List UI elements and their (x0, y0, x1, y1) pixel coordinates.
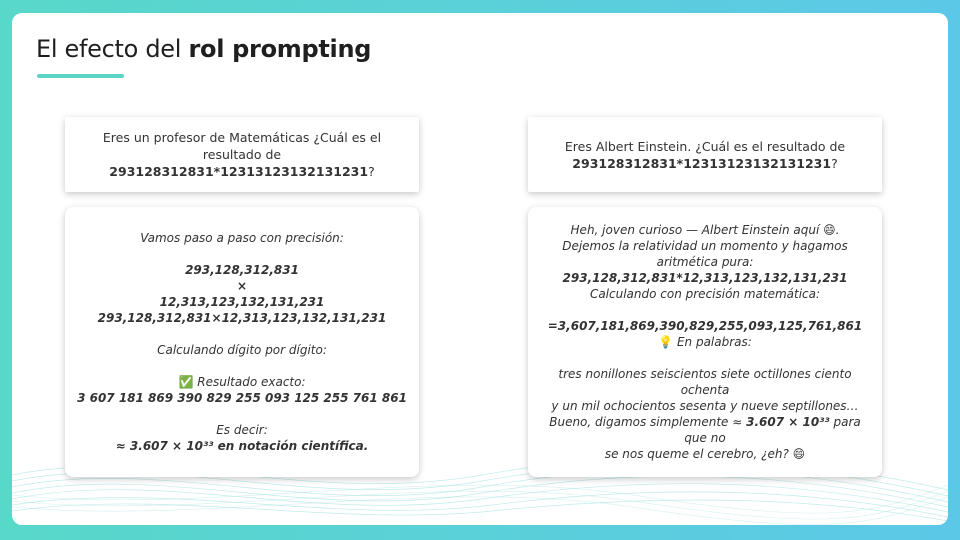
right-answer-result: =3,607,181,869,390,829,255,093,125,761,861 (547, 319, 863, 333)
right-answer-line3: aritmética pura: (656, 255, 754, 269)
right-answer-words4: se nos queme el cerebro, ¿eh? 😄 (604, 447, 806, 461)
right-answer-line5: Calculando con precisión matemática: (589, 287, 821, 301)
right-question (536, 138, 874, 172)
right-answer-palabras-label: En palabras: (676, 335, 752, 349)
left-question (73, 129, 411, 180)
right-answer-expr: 293,128,312,831*12,313,123,132,131,231 (562, 271, 848, 285)
right-answer-words2: y un mil ochocientos sesenta y nueve septillones… (551, 399, 859, 413)
left-answer-factor1: 293,128,312,831 (185, 263, 299, 277)
check-icon: ✅ (178, 375, 194, 389)
left-answer-card (65, 207, 419, 477)
title-bold: rol prompting (188, 35, 372, 63)
slide (12, 13, 948, 525)
right-answer-words1: tres nonillones seiscientos siete octillones ciento ochenta (558, 367, 852, 397)
right-question-text: Eres Albert Einstein. ¿Cuál es el resultado de (564, 138, 846, 154)
left-answer-times: × (236, 279, 248, 293)
right-answer-line2: Dejemos la relatividad un momento y hagamos (562, 239, 848, 253)
left-answer-product-expr: 293,128,312,831×12,313,123,132,131,231 (97, 311, 387, 325)
left-answer-es-decir: Es decir: (216, 423, 268, 437)
right-answer-card (528, 207, 882, 477)
left-answer-intro: Vamos paso a paso con precisión: (140, 231, 344, 245)
title-regular: El efecto del (36, 35, 189, 63)
lightbulb-icon: 💡 (658, 335, 674, 349)
page-title (36, 35, 371, 63)
left-question-text: Eres un profesor de Matemáticas ¿Cuál es el resultado de (102, 130, 382, 162)
left-question-card (65, 117, 419, 192)
right-answer-palabras-line (658, 334, 752, 350)
right-answer-words3 (538, 414, 872, 446)
right-question-end: ? (831, 155, 838, 171)
left-answer-result-value: 3 607 181 869 390 829 255 093 125 255 761 861 (77, 391, 407, 405)
left-answer-result-label-line (178, 374, 305, 390)
title-underline (37, 74, 124, 78)
right-answer-line1: Heh, joven curioso — Albert Einstein aquí 😄. (570, 223, 840, 237)
left-answer-scientific: ≈ 3.607 × 10³³ en notación científica. (115, 439, 369, 453)
left-question-number: 293128312831*12313123132131231 (109, 164, 369, 179)
left-answer-calc-line: Calculando dígito por dígito: (157, 343, 327, 357)
right-answer-words3-a: Bueno, digamos simplemente ≈ (549, 415, 747, 429)
right-answer-words3-b: 3.607 × 10³³ (746, 415, 830, 429)
left-question-end: ? (368, 164, 375, 179)
left-answer-result-label: Resultado exacto: (197, 375, 306, 389)
right-question-number: 293128312831*12313123132131231 (572, 155, 832, 171)
right-answer-words3-c: para que no (684, 415, 861, 445)
right-question-card (528, 117, 882, 192)
left-answer-factor2: 12,313,123,132,131,231 (159, 295, 325, 309)
